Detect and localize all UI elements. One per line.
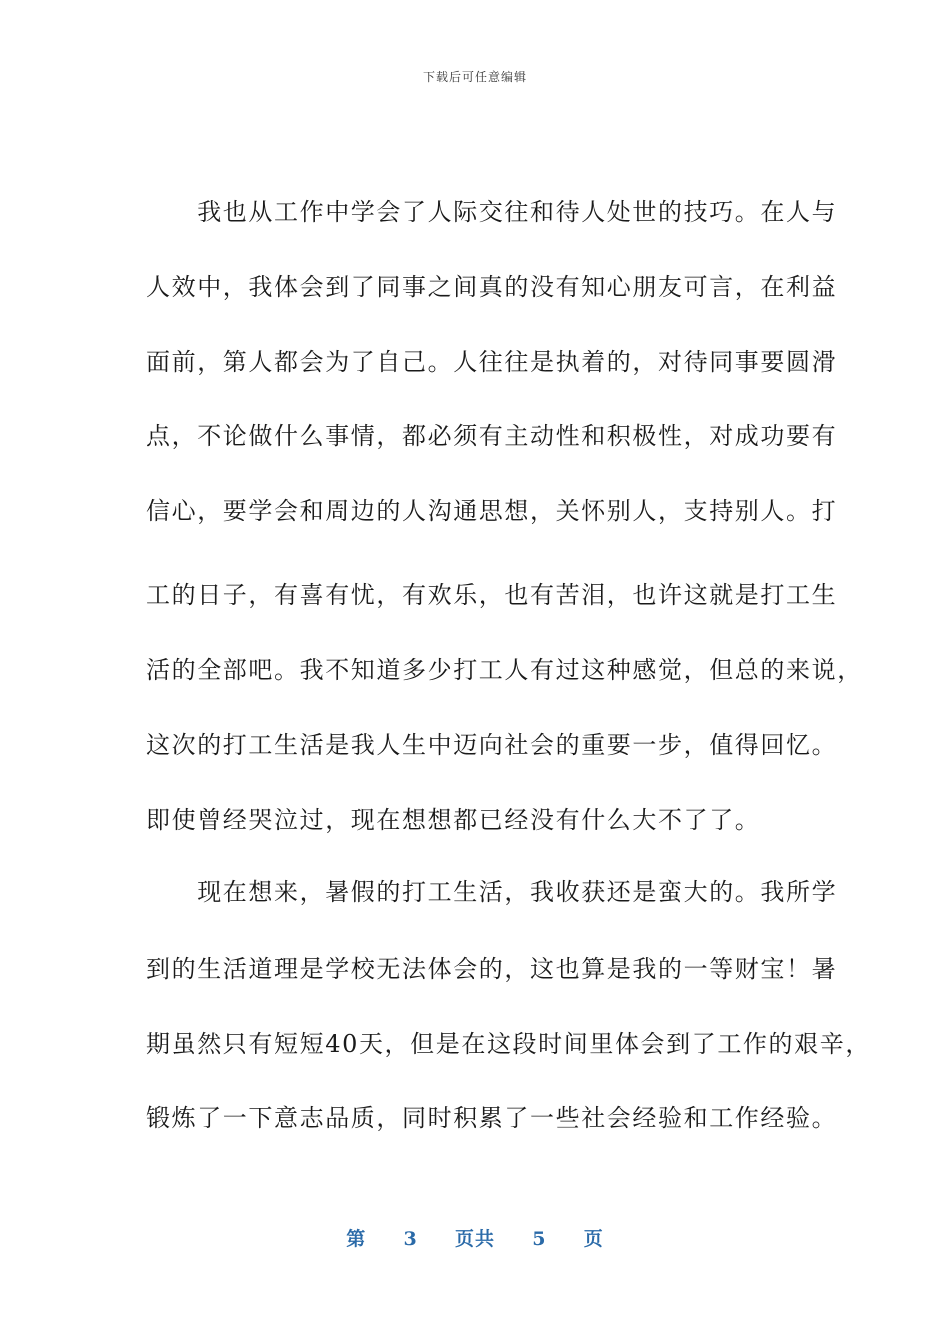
page-label-suffix: 页 xyxy=(583,1228,604,1250)
text-line: 期虽然只有短短40天，但是在这段时间里体会到了工作的艰辛， xyxy=(146,1030,871,1058)
text-line: 面前，第人都会为了自己。人往往是执着的，对待同事要圆滑 xyxy=(146,348,838,376)
text-line: 锻炼了一下意志品质，同时积累了一些社会经验和工作经验。 xyxy=(146,1104,838,1132)
text-line: 点，不论做什么事情，都必须有主动性和积极性，对成功要有 xyxy=(146,422,838,450)
text-line: 工的日子，有喜有忧，有欢乐，也有苦泪，也许这就是打工生 xyxy=(146,581,838,609)
current-page-number: 3 xyxy=(403,1228,418,1250)
page-label-middle: 页共 xyxy=(454,1228,495,1250)
text-line: 我也从工作中学会了人际交往和待人处世的技巧。在人与 xyxy=(146,198,838,226)
text-line: 信心，要学会和周边的人沟通思想，关怀别人，支持别人。打 xyxy=(146,497,838,525)
total-page-number: 5 xyxy=(532,1228,547,1250)
text-line: 即使曾经哭泣过，现在想想都已经没有什么大不了了。 xyxy=(146,806,761,834)
text-line: 人效中，我体会到了同事之间真的没有知心朋友可言，在利益 xyxy=(146,273,838,301)
text-line: 现在想来，暑假的打工生活，我收获还是蛮大的。我所学 xyxy=(146,878,838,906)
text-line: 这次的打工生活是我人生中迈向社会的重要一步，值得回忆。 xyxy=(146,731,838,759)
page-label-prefix: 第 xyxy=(346,1228,367,1250)
text-line: 活的全部吧。我不知道多少打工人有过这种感觉，但总的来说， xyxy=(146,656,863,684)
page-number-footer xyxy=(0,1224,950,1251)
header-note: 下载后可任意编辑 xyxy=(422,70,527,84)
text-line: 到的生活道理是学校无法体会的，这也算是我的一等财宝！暑 xyxy=(146,955,838,983)
